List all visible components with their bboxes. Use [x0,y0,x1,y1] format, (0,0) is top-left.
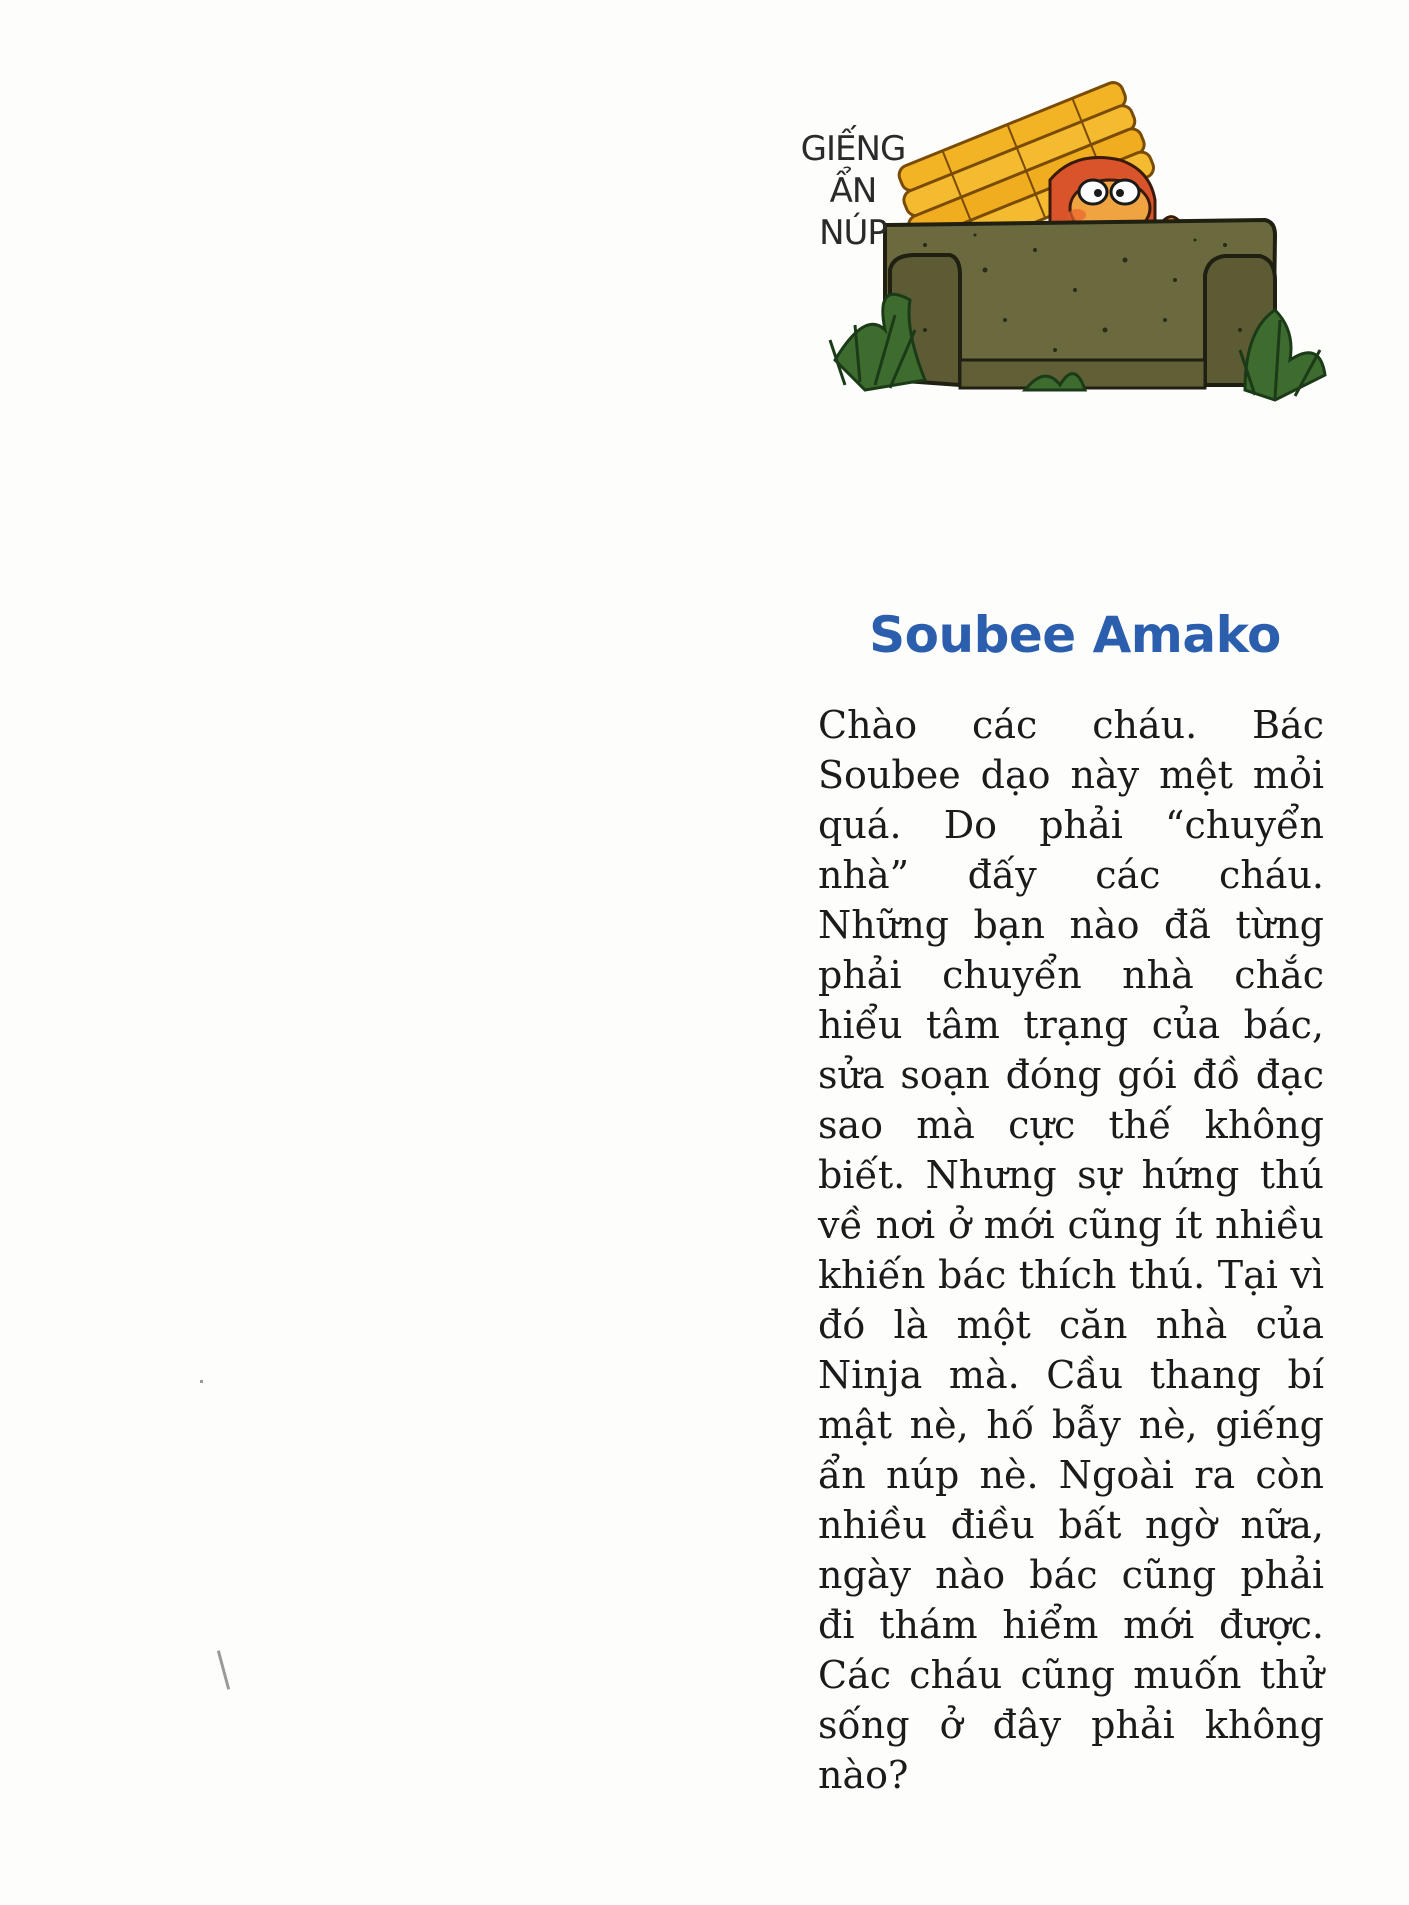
scan-speck [217,1650,230,1689]
well-label-line-2: ẨN [829,171,877,211]
well-label-line-3: NÚP [819,213,887,253]
stone-well [885,220,1275,388]
author-message: Chào các cháu. Bác Soubee dạo này mệt mỏi quá. Do phải “chuyển nhà” đấy các cháu. Những bạn nào đã từng phải chuyển nhà chắc hiểu tâm trạng của bác, sửa soạn đóng gói đồ đạc sao mà cực thế không biết. Nhưng sự hứng thú về nơi ở mới cũng ít nhiều khiến bác thích thú. Tại vì đó là một căn nhà của Ninja mà. Cầu thang bí mật nè, hố bẫy nè, giếng ẩn núp nè. Ngoài ra còn nhiều điều bất ngờ nữa, ngày nào bác cũng phải đi thám hiểm mới được. Các cháu cũng muốn thử sống ở đây phải không nào? [818,703,1324,1797]
scan-speck [200,1380,203,1383]
well-label-line-1: GIẾNG [800,129,906,169]
author-name: Soubee Amako [869,606,1281,664]
well-label [798,128,908,254]
hiding-well-illustration [775,30,1355,510]
